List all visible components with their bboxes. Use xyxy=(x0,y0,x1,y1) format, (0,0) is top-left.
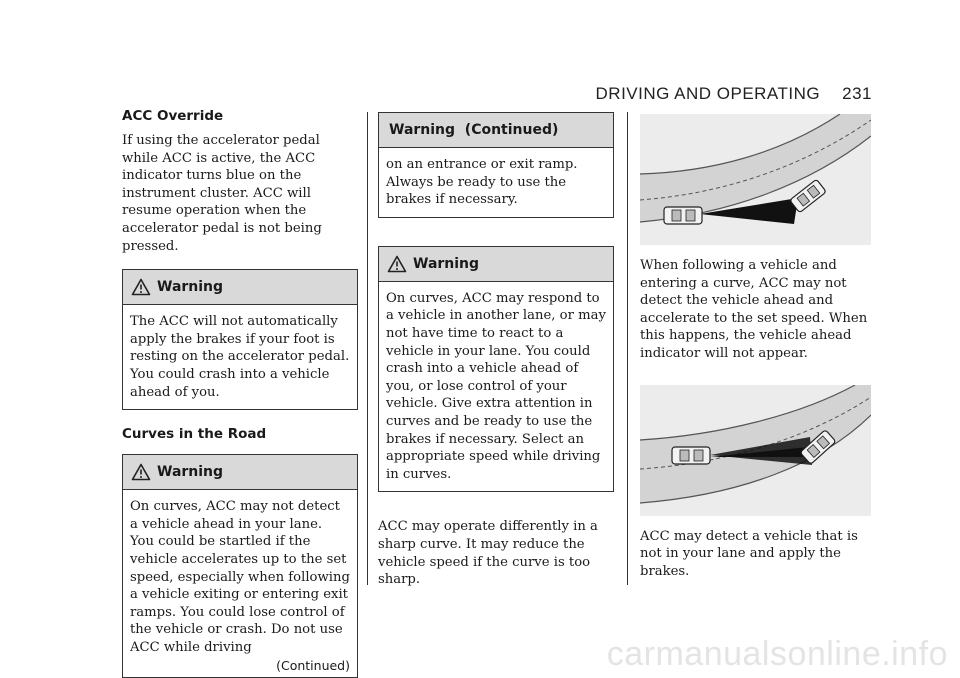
warning-title: Warning xyxy=(157,464,224,481)
warning-text: The ACC will not automatically apply the brakes if your foot is resting on the accelerator pedal. You could crash into a vehicle ahead of you. xyxy=(130,314,350,400)
paragraph-acc-override: If using the accelerator pedal while ACC is active, the ACC indicator turns blue on the instrument cluster. ACC will resume operation when the accelerator pedal is not being pressed. xyxy=(122,133,322,254)
warning-title: Warning (Continued) xyxy=(389,122,559,138)
watermark: carmanualsonline.info xyxy=(606,635,948,673)
car-icon xyxy=(664,207,702,224)
warning-header xyxy=(379,113,613,148)
caption-2: ACC may detect a vehicle that is not in your lane and apply the brakes. xyxy=(640,528,858,579)
warning-text: On curves, ACC may not detect a vehicle ahead in your lane. You could be startled if the vehicle accelerates up to the set speed, especially when following a vehicle exiting or entering exit ramps. You could lose control of the vehicle or crash. Do not use ACC while driving xyxy=(130,499,350,655)
column-divider xyxy=(627,112,628,585)
column-1 xyxy=(122,108,358,678)
warning-header xyxy=(123,270,357,305)
warning-header xyxy=(123,455,357,490)
warning-header xyxy=(379,247,613,282)
section-title: DRIVING AND OPERATING xyxy=(595,84,821,103)
warning-text: On curves, ACC may respond to a vehicle in another lane, or may not have time to react to a vehicle in your lane. You could crash into a vehicle ahead of you, or lose control of your vehicle. Give extra attention in curves and be ready to use the brakes if necessary. Select an appropriate speed while driving in curves. xyxy=(386,290,606,482)
warning-triangle-icon xyxy=(387,255,407,273)
curve-illustration-2 xyxy=(640,385,871,516)
column-2 xyxy=(378,112,614,589)
caption-1: When following a vehicle and entering a curve, ACC may not detect the vehicle ahead and accelerate to the set speed. When this happens, the vehicle ahead indicator will not appear. xyxy=(640,258,868,361)
warning-title: Warning xyxy=(157,279,224,296)
warning-continued-box xyxy=(378,112,614,218)
running-head xyxy=(596,84,872,104)
column-divider xyxy=(367,112,368,585)
warning-box xyxy=(378,246,614,493)
column-3 xyxy=(640,114,874,580)
warning-triangle-icon xyxy=(131,463,151,481)
continued-label: (Continued) xyxy=(276,658,350,674)
heading-curves: Curves in the Road xyxy=(122,426,267,443)
page-number: 231 xyxy=(842,84,872,103)
warning-title: Warning xyxy=(413,255,480,272)
curve-illustration-1 xyxy=(640,114,871,245)
warning-box xyxy=(122,269,358,410)
paragraph-sharp-curve: ACC may operate differently in a sharp curve. It may reduce the vehicle speed if the curve is too sharp. xyxy=(378,519,598,588)
warning-text: on an entrance or exit ramp. Always be ready to use the brakes if necessary. xyxy=(386,157,578,208)
warning-box xyxy=(122,454,358,678)
warning-triangle-icon xyxy=(131,278,151,296)
heading-acc-override: ACC Override xyxy=(122,108,224,124)
